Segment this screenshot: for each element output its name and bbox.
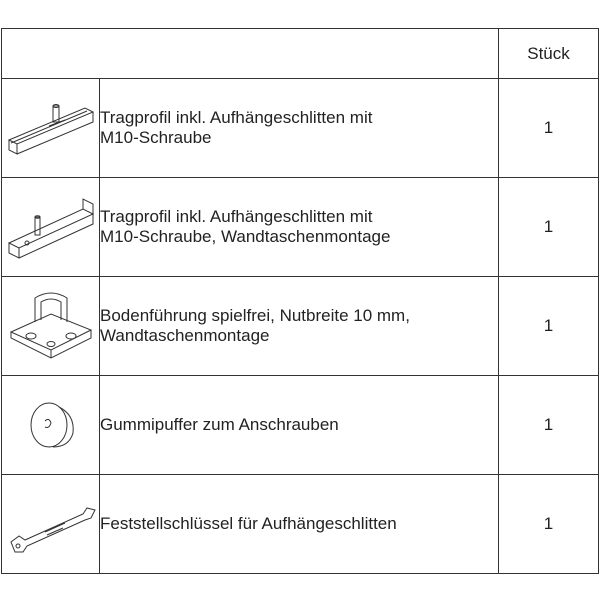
table-row <box>2 376 599 475</box>
table-row <box>2 277 599 376</box>
rubber-buffer-icon <box>5 385 97 465</box>
locking-key-icon <box>5 484 97 564</box>
header-quantity-cell: Stück <box>499 29 599 79</box>
quantity-cell: 1 <box>499 376 599 475</box>
description-line: Tragprofil inkl. Aufhängeschlitten mit <box>100 108 373 127</box>
image-cell <box>2 475 100 574</box>
header-description-cell <box>2 29 499 79</box>
quantity-cell: 1 <box>499 178 599 277</box>
image-cell <box>2 178 100 277</box>
image-cell <box>2 277 100 376</box>
quantity-cell: 1 <box>499 277 599 376</box>
description-line: Bodenführung spielfrei, Nutbreite 10 mm, <box>100 306 410 325</box>
description-cell <box>100 475 499 574</box>
parts-table <box>1 28 599 574</box>
description-cell <box>100 79 499 178</box>
description-cell <box>100 277 499 376</box>
table-row <box>2 79 599 178</box>
description-cell <box>100 178 499 277</box>
description-line: Tragprofil inkl. Aufhängeschlitten mit <box>100 207 373 226</box>
image-cell <box>2 79 100 178</box>
description-line: M10-Schraube <box>100 128 212 147</box>
table-header-row <box>2 29 599 79</box>
description-cell <box>100 376 499 475</box>
description-line: Wandtaschenmontage <box>100 326 270 345</box>
description-line: M10-Schraube, Wandtaschenmontage <box>100 227 391 246</box>
rail-wall-pocket-icon <box>5 187 97 267</box>
image-cell <box>2 376 100 475</box>
quantity-cell: 1 <box>499 79 599 178</box>
rail-with-carriage-icon <box>5 88 97 168</box>
description-line: Feststellschlüssel für Aufhängeschlitten <box>100 514 397 533</box>
quantity-cell: 1 <box>499 475 599 574</box>
table-row <box>2 178 599 277</box>
description-line: Gummipuffer zum Anschrauben <box>100 415 339 434</box>
table-row <box>2 475 599 574</box>
floor-guide-icon <box>5 284 97 368</box>
